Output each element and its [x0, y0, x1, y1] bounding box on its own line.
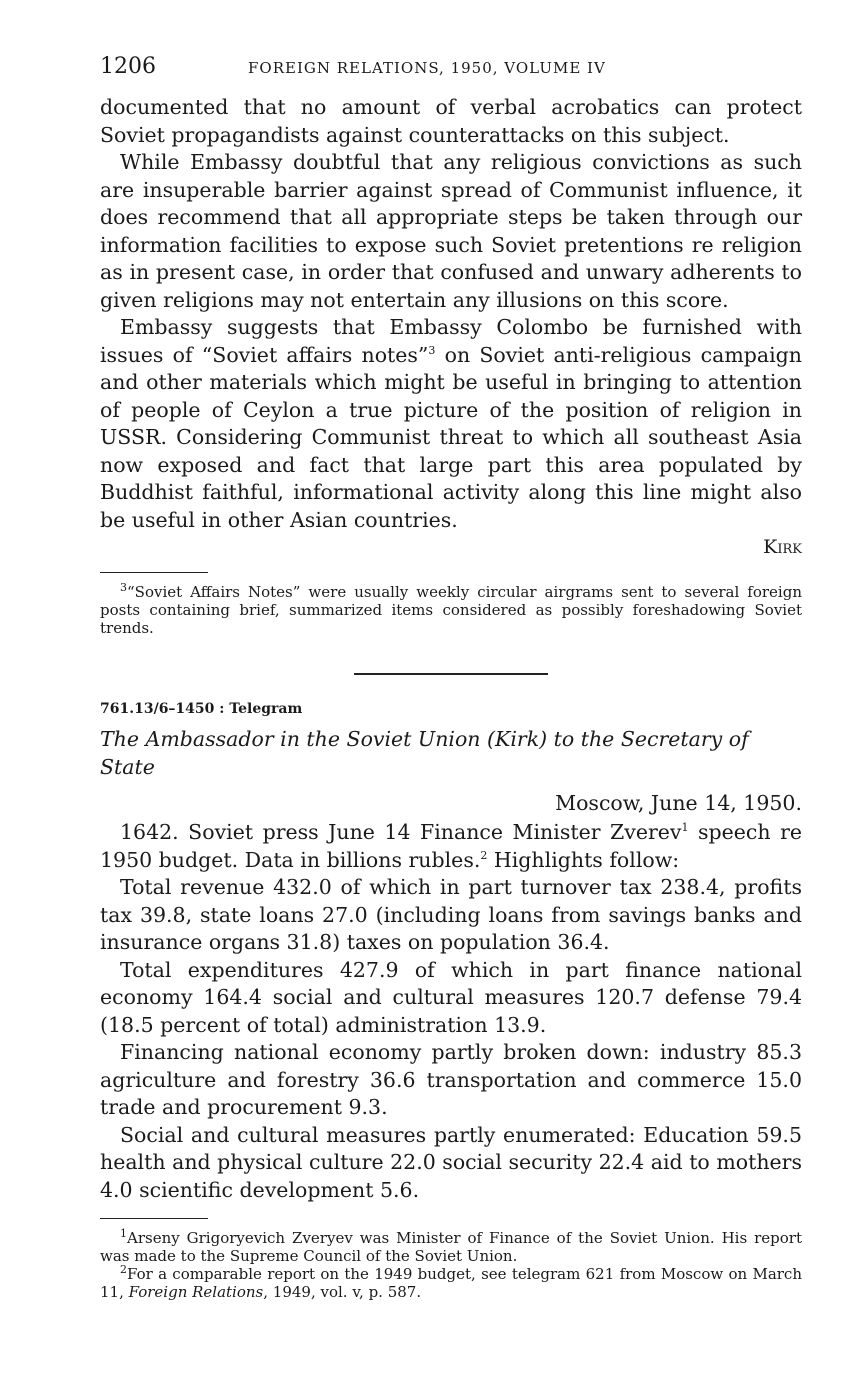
footnote-ref-3: 3 — [428, 343, 436, 357]
footnote-1 — [100, 1229, 802, 1265]
paragraph-social-cultural: Social and cultural measures partly enumerated: Education 59.5 health and physical culture 22.0 social security 22.4 aid to mothers 4.0 scientific development 5.6. — [100, 1122, 802, 1202]
paragraph-telegram-intro — [100, 819, 802, 874]
paragraph-continuation: documented that no amount of verbal acrobatics can protect Soviet propagandists against counterattacks on this subject. — [100, 95, 802, 147]
p1-text-a: 1642. Soviet press June 14 Finance Minister Zverev — [120, 820, 682, 844]
file-number: 761.13/6–1450 : Telegram — [100, 701, 303, 717]
footnote-1-text: Arseny Grigoryevich Zveryev was Minister of Finance of the Soviet Union. His report was made to the Supreme Council of the Soviet Union. — [100, 1229, 802, 1265]
footnote-2-text-b: , 1949, vol. v, p. 587. — [263, 1283, 422, 1301]
footnote-3-text: “Soviet Affairs Notes” were usually weekly circular airgrams sent to several foreign posts containing brief, summarized items considered as possibly foreshadowing Soviet trends. — [100, 583, 802, 637]
page-number: 1206 — [100, 54, 156, 79]
footnote-divider — [100, 1218, 208, 1219]
paragraph-total-expenditures: Total expenditures 427.9 of which in part finance national economy 164.4 social and cultural measures 120.7 defense 79.4 (18.5 percent of total) administration 13.9. — [100, 957, 802, 1037]
p3-text-b: on Soviet anti-religious campaign and other materials which might be useful in bringing to attention of people of Ceylon a true picture of the position of religion in USSR. Considering Communist threat to which all southeast Asia now exposed and fact that large part this area populated by Buddhist faithful, informational activity along this line might also be useful in other Asian countries. — [100, 342, 802, 532]
footnote-ref-1: 1 — [681, 821, 689, 835]
paragraph-financing-economy: Financing national economy partly broken down: industry 85.3 agriculture and forestry 36.6 transportation and commerce 15.0 trade and procurement 9.3. — [100, 1040, 802, 1119]
footnote-divider — [100, 572, 208, 573]
document-title: The Ambassador in the Soviet Union (Kirk) to the Secretary of State — [100, 727, 749, 779]
footnote-2-text-a: For a comparable report on the 1949 budget, see telegram 621 from Moscow on March 11, — [100, 1265, 802, 1301]
p3-text-a: Embassy suggests that Embassy Colombo be furnished with issues of “Soviet affairs notes” — [100, 315, 802, 367]
paragraph-embassy-colombo — [100, 314, 802, 534]
dateline: Moscow, June 14, 1950. — [555, 791, 802, 815]
page-header — [100, 54, 802, 94]
paragraph-religion-recommendation: While Embassy doubtful that any religious convictions as such are insuperable barrier against spread of Communist influence, it does recommend that all appropriate steps be taken through our information facilities to expose such Soviet pretentions re religion as in present case, in order that confused and unwary adherents to given religions may not entertain any illusions on this score. — [100, 150, 802, 312]
footnote-1-marker: 1 — [120, 1227, 127, 1240]
footnote-ref-2: 2 — [480, 848, 488, 862]
footnote-3-marker: 3 — [120, 581, 127, 594]
signature: Kirk — [763, 536, 802, 558]
footnote-2 — [100, 1265, 802, 1301]
footnote-2-marker: 2 — [120, 1263, 127, 1276]
paragraph-total-revenue: Total revenue 432.0 of which in part turnover tax 238.4, profits tax 39.8, state loans 27.0 (including loans from savings banks and insurance organs 31.8) taxes on population 36.4. — [100, 875, 802, 954]
section-separator — [354, 673, 548, 675]
footnote-2-italic: Foreign Relations — [128, 1283, 264, 1301]
p1-text-c: Highlights follow: — [487, 847, 680, 872]
document-page — [100, 54, 802, 1301]
p1-text-b: speech re 1950 budget. Data in billions rubles. — [100, 820, 802, 872]
footnote-3 — [100, 583, 802, 637]
running-head: FOREIGN RELATIONS, 1950, VOLUME IV — [248, 59, 606, 77]
